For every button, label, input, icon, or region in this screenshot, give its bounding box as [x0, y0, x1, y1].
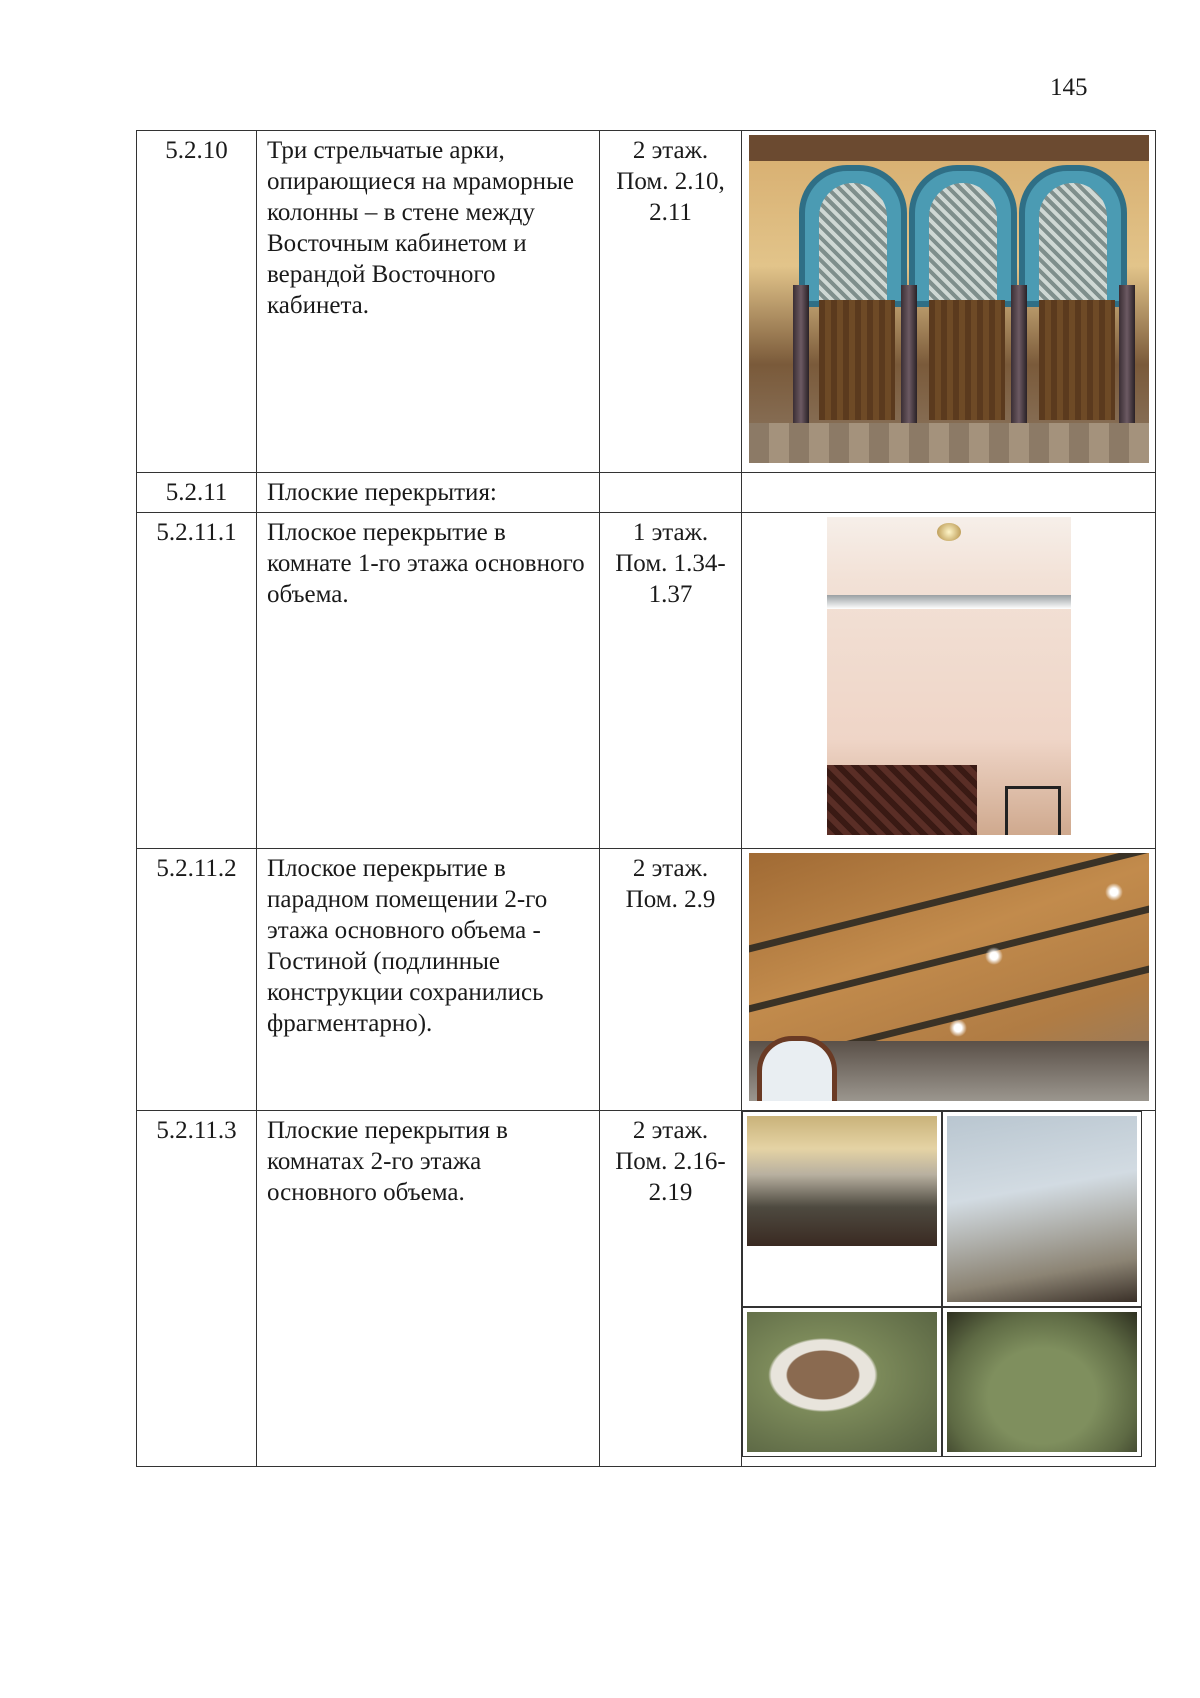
photo-wooden-ceiling — [749, 853, 1149, 1101]
row-photo-cell — [742, 513, 1156, 849]
photo-arches — [749, 135, 1149, 463]
photo-damaged-ceiling-4 — [947, 1312, 1137, 1452]
page-number: 145 — [1050, 74, 1088, 101]
table-row — [137, 473, 1156, 513]
row-description: Плоские перекрытия в комнатах 2-го этажа основного объема. — [257, 1111, 600, 1467]
row-location: 2 этаж. Пом. 2.10, 2.11 — [600, 131, 742, 473]
row-photo-cell — [742, 849, 1156, 1111]
table-row — [137, 131, 1156, 473]
photo-grid-cell — [742, 1111, 942, 1307]
row-number: 5.2.11.3 — [137, 1111, 257, 1467]
row-description: Три стрельчатые арки, опирающиеся на мраморные колонны – в стене между Восточным кабинетом и верандой Восточного кабинета. — [257, 131, 600, 473]
table-row — [137, 513, 1156, 849]
photo-damaged-ceiling-2 — [947, 1116, 1137, 1302]
table-row — [137, 849, 1156, 1111]
row-location: 2 этаж. Пом. 2.16-2.19 — [600, 1111, 742, 1467]
row-location: 2 этаж. Пом. 2.9 — [600, 849, 742, 1111]
row-number: 5.2.11.2 — [137, 849, 257, 1111]
photo-damaged-ceiling-1 — [747, 1116, 937, 1246]
table-row — [137, 1111, 1156, 1467]
row-number: 5.2.11.1 — [137, 513, 257, 849]
row-photo-cell — [742, 473, 1156, 513]
row-location: 1 этаж. Пом. 1.34-1.37 — [600, 513, 742, 849]
photo-room-ceiling — [827, 517, 1071, 835]
row-photo-cell — [742, 131, 1156, 473]
row-photo-cell — [742, 1111, 1156, 1467]
photo-grid-cell — [942, 1307, 1142, 1457]
row-description: Плоские перекрытия: — [257, 473, 600, 513]
photo-damaged-ceiling-3 — [747, 1312, 937, 1452]
photo-grid-cell — [942, 1111, 1142, 1307]
row-description: Плоское перекрытие в парадном помещении 2-го этажа основного объема - Гостиной (подлинные конструкции сохранились фрагментарно). — [257, 849, 600, 1111]
row-number: 5.2.10 — [137, 131, 257, 473]
document-table — [136, 130, 1156, 1467]
row-location — [600, 473, 742, 513]
photo-grid-cell — [742, 1307, 942, 1457]
row-number: 5.2.11 — [137, 473, 257, 513]
photo-grid — [742, 1111, 1155, 1457]
row-description: Плоское перекрытие в комнате 1-го этажа основного объема. — [257, 513, 600, 849]
